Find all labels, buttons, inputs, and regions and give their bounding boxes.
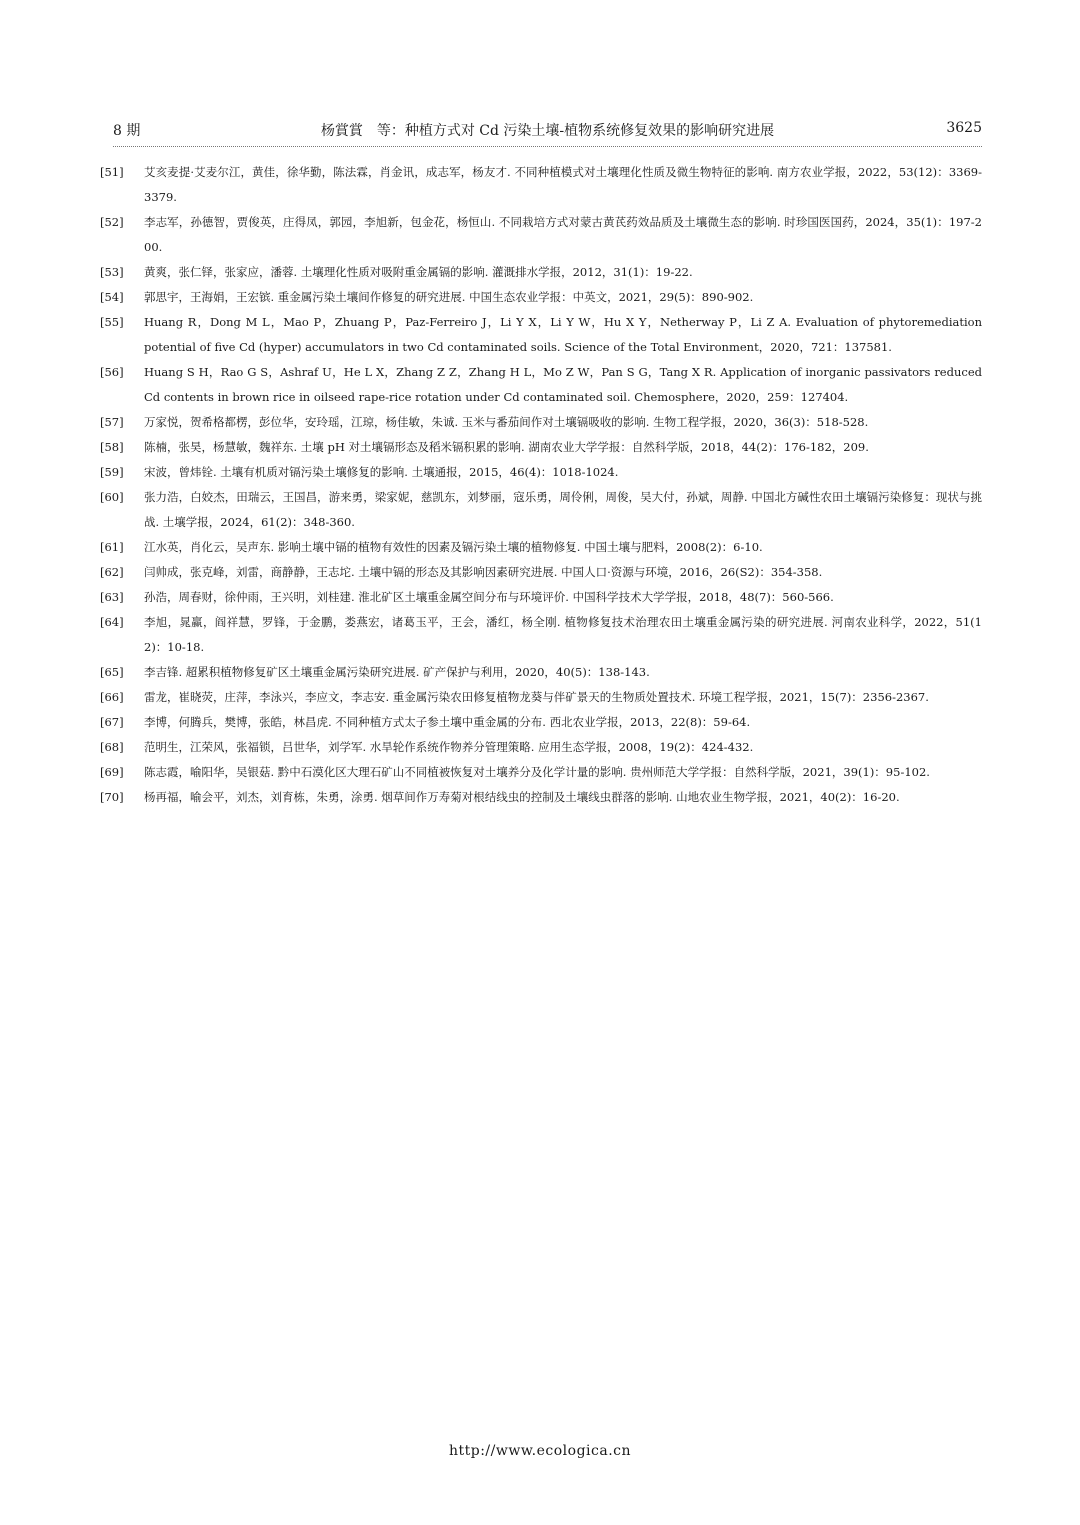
reference-item (100, 560, 982, 585)
reference-item (100, 460, 982, 485)
reference-number: [69] (100, 765, 124, 779)
reference-number: [56] (100, 365, 124, 379)
reference-number: [54] (100, 290, 124, 304)
reference-number: [63] (100, 590, 124, 604)
reference-number: [70] (100, 790, 124, 804)
reference-item (100, 760, 982, 785)
reference-text: 艾亥麦提·艾麦尔江，黄佳，徐华勤，陈法霖，肖金讯，成志军，杨友才. 不同种植模式对土壤理化性质及微生物特征的影响. 南方农业学报，2022，53(12)：3369-3379. (144, 165, 982, 204)
issue-label: 8 期 (113, 123, 141, 139)
reference-text: 范明生，江荣风，张福锁，吕世华，刘学军. 水旱轮作系统作物养分管理策略. 应用生态学报，2008，19(2)：424-432. (144, 740, 754, 754)
reference-item (100, 360, 982, 410)
reference-text: 李博，何腾兵，樊博，张皓，林昌虎. 不同种植方式太子参土壤中重金属的分布. 西北农业学报，2013，22(8)：59-64. (144, 715, 751, 729)
reference-item (100, 735, 982, 760)
reference-text: 孙浩，周春财，徐仲雨，王兴明，刘桂建. 淮北矿区土壤重金属空间分布与环境评价. 中国科学技术大学学报，2018，48(7)：560-566. (144, 590, 834, 604)
reference-number: [61] (100, 540, 124, 554)
reference-text: 杨再福，喻会平，刘杰，刘育栋，朱勇，涂勇. 烟草间作万寿菊对根结线虫的控制及土壤线虫群落的影响. 山地农业生物学报，2021，40(2)：16-20. (144, 790, 900, 804)
reference-text: 江水英，肖化云，吴声东. 影响土壤中镉的植物有效性的因素及镉污染土壤的植物修复. 中国土壤与肥料，2008(2)：6-10. (144, 540, 763, 554)
reference-item (100, 785, 982, 810)
reference-list (100, 160, 982, 810)
page-number: 3625 (946, 120, 982, 136)
reference-number: [58] (100, 440, 124, 454)
reference-number: [67] (100, 715, 124, 729)
reference-item (100, 685, 982, 710)
reference-item (100, 310, 982, 360)
reference-number: [66] (100, 690, 124, 704)
reference-item (100, 485, 982, 535)
reference-number: [57] (100, 415, 124, 429)
reference-item (100, 285, 982, 310)
reference-number: [68] (100, 740, 124, 754)
reference-item (100, 535, 982, 560)
reference-item (100, 410, 982, 435)
reference-number: [64] (100, 615, 124, 629)
reference-item (100, 660, 982, 685)
reference-item (100, 585, 982, 610)
reference-item (100, 160, 982, 210)
reference-text: 黄爽，张仁铎，张家应，潘蓉. 土壤理化性质对吸附重金属镉的影响. 灌溉排水学报，2012，31(1)：19-22. (144, 265, 693, 279)
reference-item (100, 610, 982, 660)
reference-text: Huang R，Dong M L，Mao P，Zhuang P，Paz-Ferreiro J，Li Y X，Li Y W，Hu X Y，Netherway P，Li Z A. Evaluation of phytoremediation potential of five Cd (hyper) accumulators in two Cd contaminated soils. Science of the Total Environment，2020，721：137581. (144, 315, 982, 354)
reference-number: [55] (100, 315, 124, 329)
reference-number: [65] (100, 665, 124, 679)
reference-item (100, 710, 982, 735)
reference-number: [62] (100, 565, 124, 579)
reference-text: 雷龙，崔晓荧，庄萍，李泳兴，李应文，李志安. 重金属污染农田修复植物龙葵与伴矿景天的生物质处置技术. 环境工程学报，2021，15(7)：2356-2367. (144, 690, 929, 704)
reference-text: 闫帅成，张克峰，刘雷，商静静，王志坨. 土壤中镉的形态及其影响因素研究进展. 中国人口·资源与环境，2016，26(S2)：354-358. (144, 565, 823, 579)
running-header (113, 120, 982, 144)
reference-text: 陈志霞，喻阳华，吴银菇. 黔中石漠化区大理石矿山不同植被恢复对土壤养分及化学计量的影响. 贵州师范大学学报：自然科学版，2021，39(1)：95-102. (144, 765, 930, 779)
reference-text: 李吉锋. 超累积植物修复矿区土壤重金属污染研究进展. 矿产保护与利用，2020，40(5)：138-143. (144, 665, 650, 679)
footer-url: http://www.ecologica.cn (448, 1443, 631, 1459)
reference-number: [60] (100, 490, 124, 504)
running-title: 杨賞賞 等：种植方式对 Cd 污染土壤-植物系统修复效果的影响研究进展 (320, 123, 775, 139)
reference-text: 张力浩，白姣杰，田瑞云，王国昌，游来勇，梁家妮，慈凯东，刘梦丽，寇乐勇，周伶俐，周俊，吴大付，孙斌，周静. 中国北方碱性农田土壤镉污染修复：现状与挑战. 土壤学报，2024，61(2)：348-360. (144, 490, 982, 529)
reference-item (100, 435, 982, 460)
reference-text: 宋波，曾炜铨. 土壤有机质对镉污染土壤修复的影响. 土壤通报，2015，46(4)：1018-1024. (144, 465, 619, 479)
reference-text: 李旭，晁赢，阎祥慧，罗锋，于金鹏，娄燕宏，诸葛玉平，王会，潘红，杨全刚. 植物修复技术治理农田土壤重金属污染的研究进展. 河南农业科学，2022，51(12)：10-18. (144, 615, 982, 654)
reference-item (100, 260, 982, 285)
reference-text: 李志军，孙德智，贾俊英，庄得凤，郭园，李旭新，包金花，杨恒山. 不同栽培方式对蒙古黄芪药效品质及土壤微生态的影响. 时珍国医国药，2024，35(1)：197-200. (144, 215, 982, 254)
reference-text: 万家悦，贺希格都楞，彭位华，安玲瑶，江琼，杨佳敏，朱诚. 玉米与番茄间作对土壤镉吸收的影响. 生物工程学报，2020，36(3)：518-528. (144, 415, 869, 429)
reference-number: [53] (100, 265, 124, 279)
reference-item (100, 210, 982, 260)
reference-text: 郭思宇，王海娟，王宏镔. 重金属污染土壤间作修复的研究进展. 中国生态农业学报：中英文，2021，29(5)：890-902. (144, 290, 754, 304)
reference-number: [51] (100, 165, 124, 179)
header-rule (113, 146, 982, 147)
reference-text: Huang S H，Rao G S，Ashraf U，He L X，Zhang Z Z，Zhang H L，Mo Z W，Pan S G，Tang X R. Application of inorganic passivators reduced Cd contents in brown rice in oilseed rape-rice rotation under Cd contaminated soil. Chemosphere，2020，259：127404. (144, 365, 982, 404)
reference-text: 陈楠，张昊，杨慧敏，魏祥东. 土壤 pH 对土壤镉形态及稻米镉积累的影响. 湖南农业大学学报：自然科学版，2018，44(2)：176-182，209. (144, 440, 869, 454)
reference-number: [59] (100, 465, 124, 479)
reference-number: [52] (100, 215, 124, 229)
